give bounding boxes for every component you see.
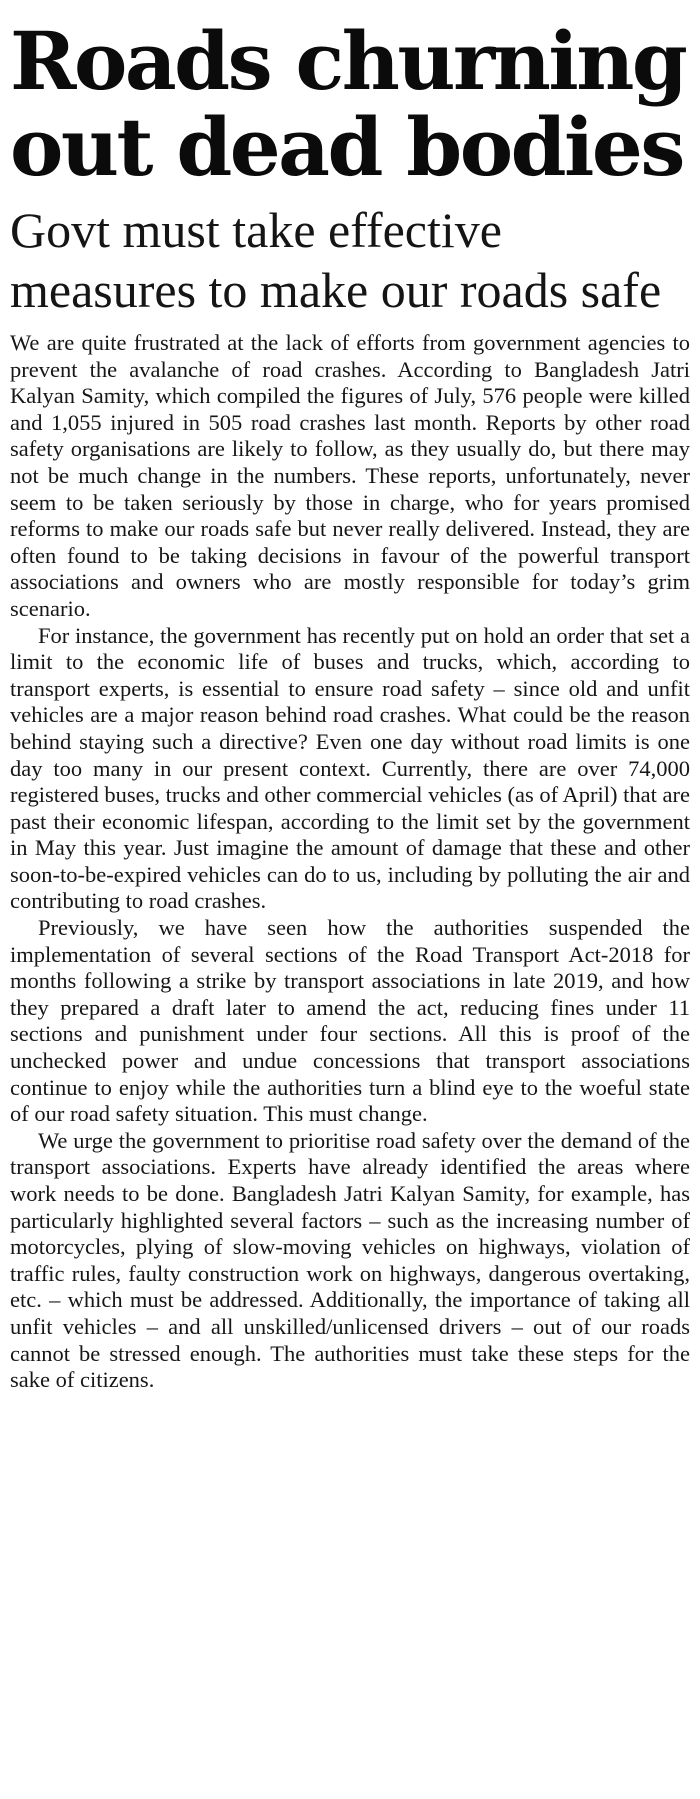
article-body — [10, 330, 690, 1394]
paragraph-2: For instance, the government has recently put on hold an order that set a limit to the economic life of buses and trucks, which, according to transport experts, is essential to ensure road safety – since old and unfit vehicles are a major reason behind road crashes. What could be the reason behind staying such a directive? Even one day without road limits is one day too many in our present context. Currently, there are over 74,000 registered buses, trucks and other commercial vehicles (as of April) that are past their economic lifespan, according to the limit set by the government in May this year. Just imagine the amount of damage that these and other soon-to-be-expired vehicles can do to us, including by polluting the air and contributing to road crashes. — [10, 622, 690, 914]
editorial-article — [10, 14, 690, 1394]
paragraph-4: We urge the government to prioritise road safety over the demand of the transport associations. Experts have already identified the areas where work needs to be done. Bangladesh Jatri Kalyan Samity, for example, has particularly highlighted several factors – such as the increasing number of motorcycles, plying of slow-moving vehicles on highways, violation of traffic rules, faulty construction work on highways, dangerous overtaking, etc. – which must be addressed. Additionally, the importance of taking all unfit vehicles – and all unskilled/unlicensed drivers – out of our roads cannot be stressed enough. The authorities must take these steps for the sake of citizens. — [10, 1127, 690, 1393]
headline: Roads churning out dead bodies — [10, 14, 686, 194]
paragraph-3: Previously, we have seen how the authorities suspended the implementation of several sections of the Road Transport Act-2018 for months following a strike by transport associations in late 2019, and how they prepared a draft later to amend the act, reducing fines under 11 sections and punishment under four sections. All this is proof of the unchecked power and undue concessions that transport associations continue to enjoy while the authorities turn a blind eye to the woeful state of our road safety situation. This must change. — [10, 915, 690, 1127]
subheadline: Govt must take effective measures to make our roads safe — [10, 202, 662, 318]
paragraph-1: We are quite frustrated at the lack of efforts from government agencies to prevent the avalanche of road crashes. According to Bangladesh Jatri Kalyan Samity, which compiled the figures of July, 576 people were killed and 1,055 injured in 505 road crashes last month. Reports by other road safety organisations are likely to follow, as they usually do, but there may not be much change in the numbers. These reports, unfortunately, never seem to be taken seriously by those in charge, who for years promised reforms to make our roads safe but never really delivered. Instead, they are often found to be taking decisions in favour of the powerful transport associations and owners who are mostly responsible for today’s grim scenario. — [10, 330, 690, 621]
